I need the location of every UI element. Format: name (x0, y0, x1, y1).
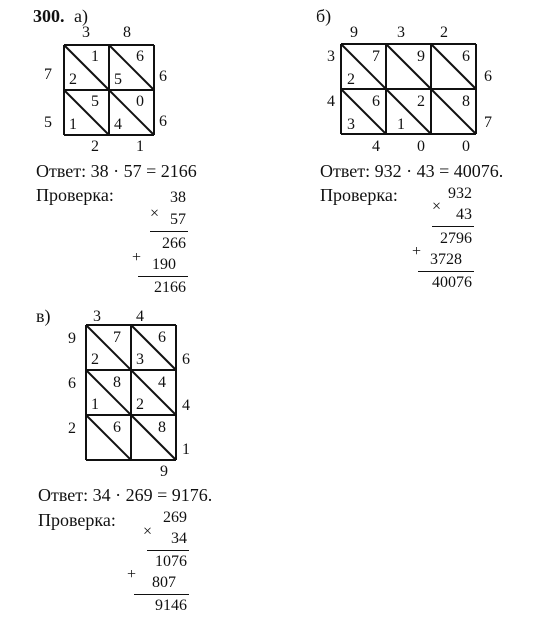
part-c-cell-upper: 6 (113, 419, 121, 436)
part-b-label: б) (316, 6, 332, 26)
part-a-left-digit: 5 (44, 114, 52, 131)
part-c-left-digit: 6 (68, 375, 76, 392)
part-b-bottom-digit: 0 (417, 138, 425, 155)
part-c-cell-lower: 2 (91, 351, 99, 368)
part-b-left-digit: 3 (327, 48, 335, 65)
part-b-cell-lower: 3 (347, 116, 355, 133)
part-c-times-sign: × (143, 523, 153, 540)
part-a-result: 2166 (154, 279, 186, 296)
part-a-left-digit: 7 (44, 66, 52, 83)
part-a-answer: Ответ: 38 · 57 = 2166 (36, 161, 197, 181)
part-c-bottom-digit: 9 (160, 463, 168, 480)
part-a-label: а) (74, 6, 88, 26)
part-c-plus-sign: + (127, 566, 137, 583)
part-b-cell-upper: 6 (462, 48, 470, 65)
part-b-left-digit: 4 (327, 93, 335, 110)
part-b-check-label: Проверка: (320, 185, 398, 205)
part-a-cell-upper: 1 (91, 48, 99, 65)
part-c-partial-product: 1076 (155, 553, 187, 570)
part-c-right-digit: 4 (182, 397, 190, 414)
part-c-label: в) (36, 306, 51, 326)
part-a-bottom-digit: 1 (136, 138, 144, 155)
part-a-top-digit: 3 (82, 24, 90, 41)
part-c-cell-upper: 8 (113, 374, 121, 391)
part-b-top-digit: 3 (397, 24, 405, 41)
part-b-top-digit: 2 (440, 24, 448, 41)
part-b-right-digit: 7 (484, 114, 492, 131)
part-c-cell-upper: 7 (113, 329, 121, 346)
part-a-multiplier: 57 (170, 211, 186, 228)
part-b-cell-upper: 9 (417, 48, 425, 65)
part-a-bottom-digit: 2 (91, 138, 99, 155)
part-b-cell-upper: 7 (372, 48, 380, 65)
part-a-check-label: Проверка: (36, 185, 114, 205)
part-c-cell-upper: 6 (158, 329, 166, 346)
part-c-rule-line (147, 550, 189, 551)
part-a-plus-sign: + (132, 249, 142, 266)
part-a-top-digit: 8 (123, 24, 131, 41)
part-a-cell-lower: 2 (69, 71, 77, 88)
part-b-top-digit: 9 (350, 24, 358, 41)
part-a-multiplicand: 38 (170, 189, 186, 206)
part-b-plus-sign: + (412, 243, 422, 260)
part-b-cell-upper: 8 (462, 93, 470, 110)
part-c-check-label: Проверка: (38, 510, 116, 530)
part-b-bottom-digit: 0 (462, 138, 470, 155)
part-b-result: 40076 (432, 274, 472, 291)
part-a-cell-upper: 0 (136, 93, 144, 110)
part-b-bottom-digit: 4 (372, 138, 380, 155)
part-b-right-digit: 6 (484, 68, 492, 85)
part-b-cell-upper: 2 (417, 93, 425, 110)
part-b-answer: Ответ: 932 · 43 = 40076. (320, 161, 504, 181)
part-c-rule-line (134, 594, 189, 595)
part-c-top-digit: 4 (136, 308, 144, 325)
part-c-cell-lower: 2 (136, 396, 144, 413)
part-a-right-digit: 6 (159, 113, 167, 130)
part-b-cell-lower: 2 (347, 71, 355, 88)
part-a-times-sign: × (150, 205, 160, 222)
part-a-cell-lower: 4 (114, 116, 122, 133)
part-a-cell-lower: 5 (114, 71, 122, 88)
part-c-left-digit: 2 (68, 420, 76, 437)
part-c-answer: Ответ: 34 · 269 = 9176. (38, 485, 213, 505)
part-a-partial-product: 190 (152, 256, 176, 273)
part-c-right-digit: 1 (182, 441, 190, 458)
part-c-cell-lower: 3 (136, 351, 144, 368)
part-a-cell-upper: 5 (91, 93, 99, 110)
part-b-cell-upper: 6 (372, 93, 380, 110)
part-a-cell-lower: 1 (69, 116, 77, 133)
part-a-right-digit: 6 (159, 68, 167, 85)
part-c-right-digit: 6 (182, 351, 190, 368)
part-c-partial-product: 807 (152, 574, 176, 591)
part-b-multiplicand: 932 (448, 185, 472, 202)
problem-number: 300. (33, 6, 65, 26)
part-b-times-sign: × (432, 198, 442, 215)
part-c-cell-lower: 1 (91, 396, 99, 413)
part-b-partial-product: 2796 (440, 230, 472, 247)
part-a-cell-upper: 6 (136, 48, 144, 65)
part-b-multiplier: 43 (456, 206, 472, 223)
part-c-multiplier: 34 (171, 530, 187, 547)
part-c-cell-upper: 4 (158, 374, 166, 391)
part-c-result: 9146 (155, 597, 187, 614)
part-c-multiplicand: 269 (163, 509, 187, 526)
part-b-cell-lower: 1 (397, 116, 405, 133)
part-c-top-digit: 3 (93, 308, 101, 325)
part-a-partial-product: 266 (162, 235, 186, 252)
part-b-partial-product: 3728 (430, 251, 462, 268)
part-c-cell-upper: 8 (158, 419, 166, 436)
part-c-left-digit: 9 (68, 330, 76, 347)
